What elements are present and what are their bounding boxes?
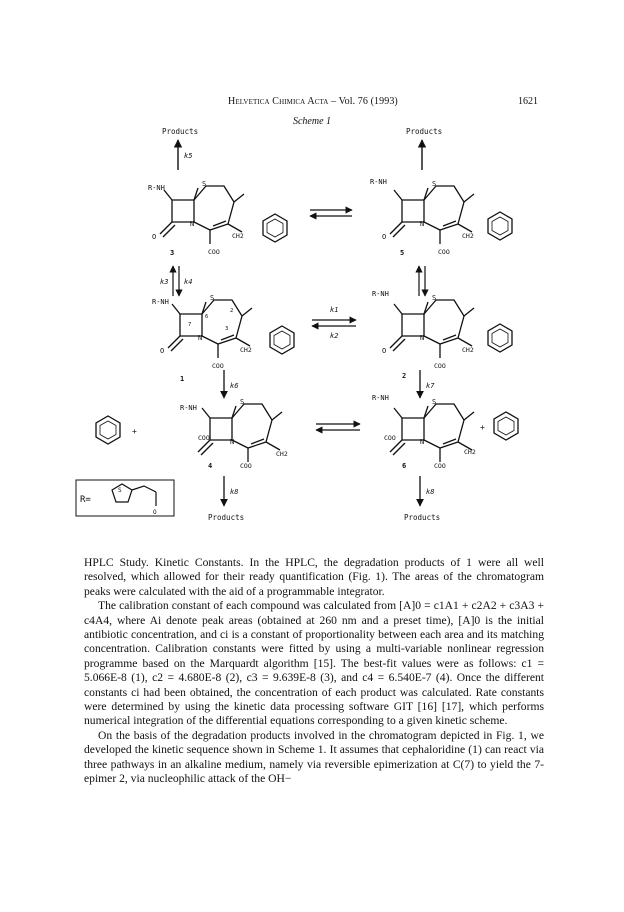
paragraph-kinetic-sequence: On the basis of the degradation products involved in the chromatogram depicted in Fig. 1, we developed the kinetic sequence shown in Scheme 1. It assumes that cephaloridine (1) can react via three pathways in an alkaline medium, namely via reversible epimerization at C(7) to yield the 7-epimer 2, via nucleophilic attack of the OH− — [84, 728, 544, 786]
journal-name: Helvetica Chimica Acta — [228, 96, 329, 107]
products-label-5: Products — [162, 127, 199, 136]
atom-COO-6a: COO — [384, 434, 396, 442]
products-label-4: Products — [208, 513, 245, 522]
atom-CH2-2: CH2 — [462, 346, 474, 354]
journal-title — [228, 96, 398, 107]
atom-CH2-3: CH2 — [232, 232, 244, 240]
acyl-O: O — [153, 509, 157, 516]
rate-constant-k7: k7 — [426, 382, 435, 390]
ring-position-7: 7 — [188, 322, 192, 328]
rate-constant-k1: k1 — [330, 306, 339, 314]
journal-volume: – Vol. 76 (1993) — [331, 96, 398, 107]
compound-number-3: 3 — [170, 249, 175, 257]
rate-constant-k8-left: k8 — [230, 488, 239, 496]
reaction-scheme — [60, 126, 520, 536]
atom-N-6: N — [420, 438, 425, 446]
compound-4-structure — [198, 404, 282, 462]
compound-6-structure — [390, 404, 474, 462]
ring-position-3: 3 — [225, 326, 229, 332]
atom-CH2-5: CH2 — [462, 232, 474, 240]
ring-position-2: 2 — [230, 308, 234, 314]
atom-S-2: S — [432, 294, 437, 302]
plus-sign-left: + — [132, 427, 137, 436]
free-pyridine-left — [96, 416, 120, 444]
atom-COO-4b: COO — [240, 462, 252, 470]
pyridinium-1 — [270, 326, 294, 354]
atom-R-NH-4: R-NH — [180, 404, 197, 412]
atom-COO-4a: COO — [198, 434, 210, 442]
atom-O-5: O — [382, 233, 387, 241]
r-group-definition — [76, 480, 174, 516]
products-label-5b: Products — [406, 127, 443, 136]
atom-S-6: S — [432, 398, 437, 406]
rate-constant-k4: k4 — [184, 278, 193, 286]
atom-O-2: O — [382, 347, 387, 355]
scheme-title: Scheme 1 — [292, 116, 332, 127]
atom-O-3: O — [152, 233, 157, 241]
atom-COO-6b: COO — [434, 462, 446, 470]
atom-COO-5: COO — [438, 248, 450, 256]
article-body — [84, 556, 544, 787]
atom-S-3: S — [202, 180, 207, 188]
rate-constant-k8-right: k8 — [426, 488, 435, 496]
atom-S-5: S — [432, 180, 437, 188]
atom-N-3: N — [190, 220, 195, 228]
atom-R-NH-5: R-NH — [370, 178, 387, 186]
compound-number-6: 6 — [402, 462, 407, 470]
rate-constant-k5: k5 — [184, 152, 193, 160]
pyridinium-2 — [488, 324, 512, 352]
atom-CH2-4: CH2 — [276, 450, 288, 458]
pyridinium-5 — [488, 212, 512, 240]
atom-COO-3: COO — [208, 248, 220, 256]
atom-N-1: N — [198, 334, 203, 342]
compound-number-1: 1 — [180, 375, 185, 383]
ring-position-6: 6 — [205, 314, 209, 320]
atom-R-NH-2: R-NH — [372, 290, 389, 298]
atom-N-2: N — [420, 334, 425, 342]
thiophene-S: S — [118, 487, 122, 494]
atom-R-NH-3: R-NH — [148, 184, 165, 192]
page-number: 1621 — [518, 96, 538, 107]
atom-N-5: N — [420, 220, 425, 228]
rate-constant-k2: k2 — [330, 332, 339, 340]
atom-S-4: S — [240, 398, 245, 406]
atom-COO-1: COO — [212, 362, 224, 370]
rate-constant-k6: k6 — [230, 382, 239, 390]
pyridinium-3 — [263, 214, 287, 242]
running-header — [0, 96, 624, 112]
compound-number-2: 2 — [402, 372, 407, 380]
atom-O-1: O — [160, 347, 165, 355]
rate-constant-k3: k3 — [160, 278, 169, 286]
atom-CH2-6: CH2 — [464, 448, 476, 456]
atom-R-NH-6: R-NH — [372, 394, 389, 402]
atom-CH2-1: CH2 — [240, 346, 252, 354]
r-group-label: R= — [80, 495, 91, 505]
free-pyridine-right — [494, 412, 518, 440]
atom-S-1: S — [210, 294, 215, 302]
atom-COO-2: COO — [434, 362, 446, 370]
paragraph-hplc-study: HPLC Study. Kinetic Constants. In the HPLC, the degradation products of 1 were all well resolved, which allowed for their ready quantification (Fig. 1). The areas of the chromatogram peaks were calculated with the aid of a programmable integrator. — [84, 556, 544, 598]
atom-R-NH-1: R-NH — [152, 298, 169, 306]
compound-number-4: 4 — [208, 462, 213, 470]
plus-sign-right: + — [480, 423, 485, 432]
atom-N-4: N — [230, 438, 235, 446]
paragraph-calibration: The calibration constant of each compound was calculated from [A]0 = c1A1 + c2A2 + c3A3 + c4A4, where Ai denote peak areas (obtained at 260 nm and a preset time), [A]0 is the initial antibiotic concentration, and ci is a constant of proportionality between each area and its matching concentration. Calibration constants were fitted by using a multi-variable nonlinear regression programme based on the Marquardt algorithm [15]. The best-fit values were as follows: c1 = 5.066E-8 (1), c2 = 4.680E-8 (2), c3 = 9.639E-8 (3), and c4 = 6.540E-7 (4). Once the different constants ci had been obtained, the concentration of each product was calculated. Rate constants were determined by using the kinetic data processing software GIT [16] [17], which performs numerical integration of the differential equations corresponding to a given kinetic scheme. — [84, 599, 544, 728]
compound-number-5: 5 — [400, 249, 405, 257]
products-label-6: Products — [404, 513, 441, 522]
